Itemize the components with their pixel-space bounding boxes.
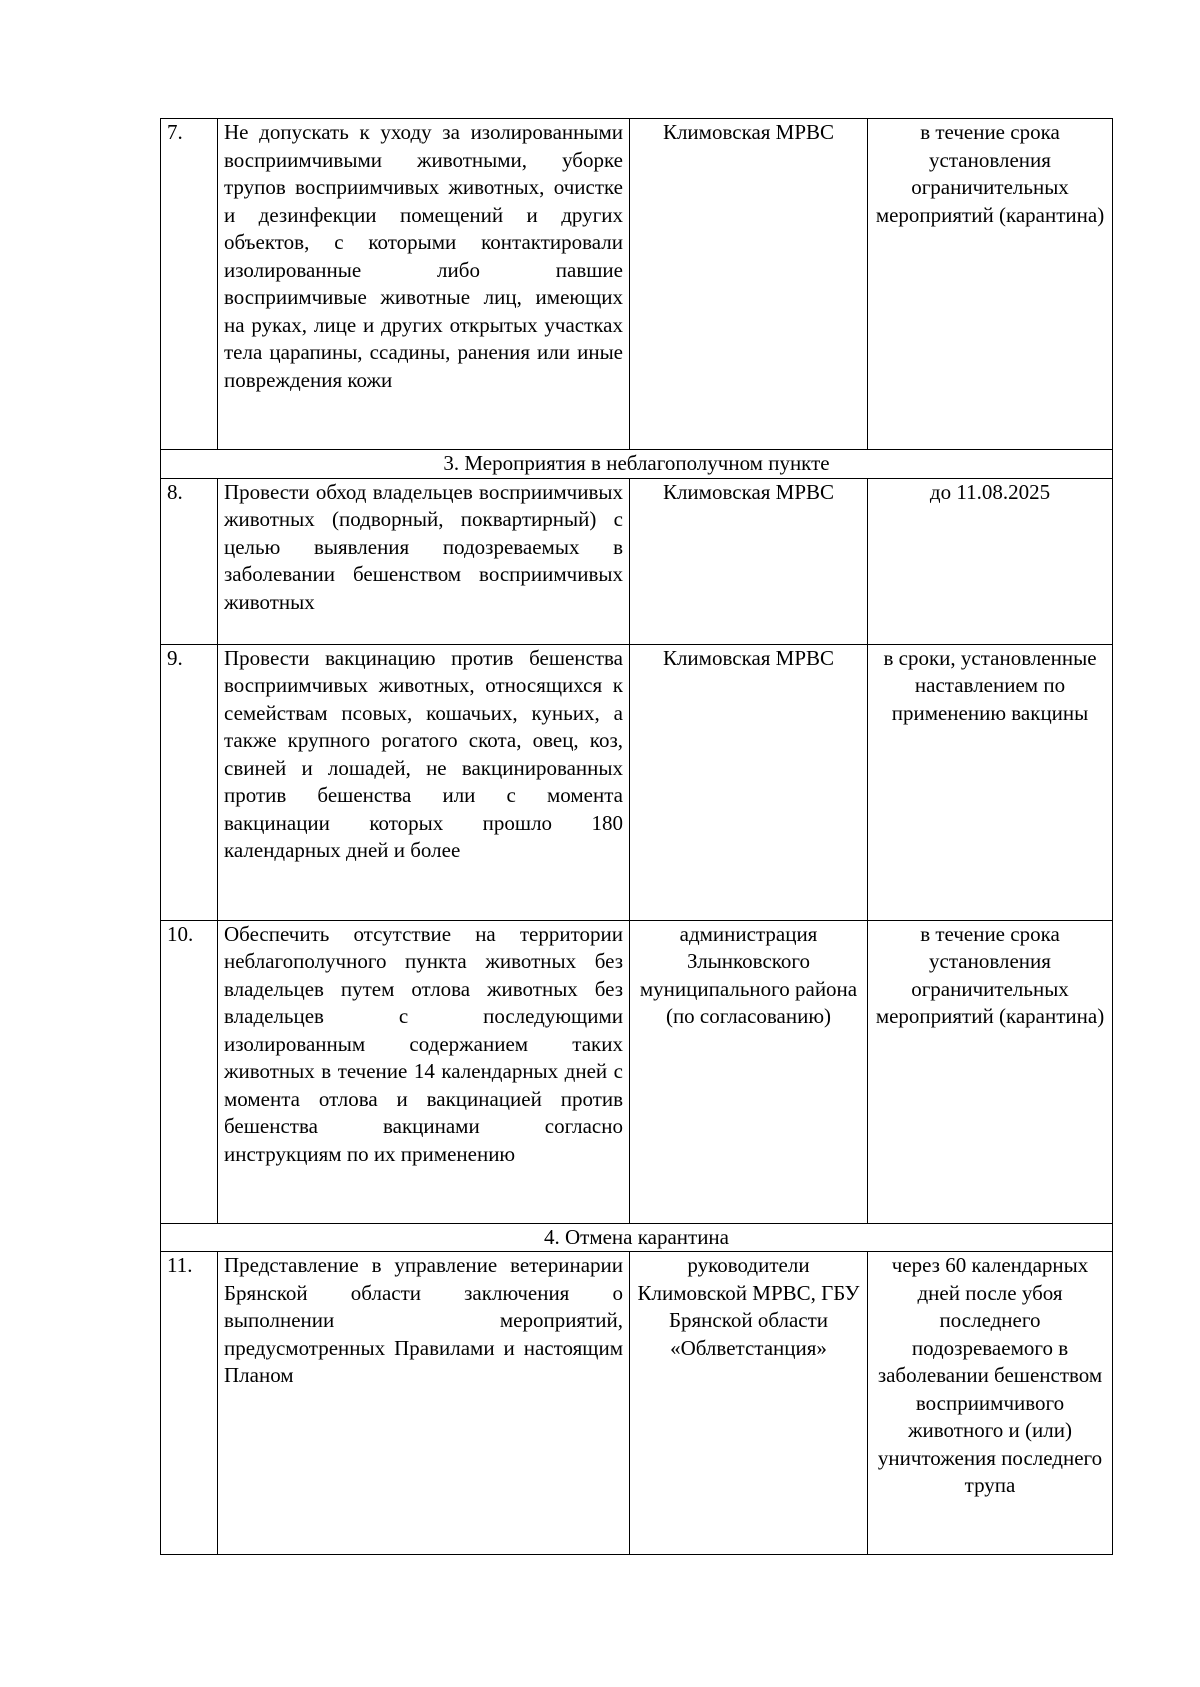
table-row bbox=[161, 644, 1113, 920]
measures-table bbox=[160, 118, 1113, 1555]
deadline: через 60 календарных дней после убоя последнего подозреваемого в заболевании бешенством восприимчивого животного и (или) уничтожения последнего трупа bbox=[868, 1252, 1113, 1555]
table-row bbox=[161, 920, 1113, 1223]
measure-description: Не допускать к уходу за изолированными восприимчивыми животными, уборке трупов восприимчивых животных, очистке и дезинфекции помещений и других объектов, с которыми контактировали изолированные либо павшие восприимчивые животные лиц, имеющих на руках, лице и других открытых участках тела царапины, ссадины, ранения или иные повреждения кожи bbox=[218, 119, 630, 450]
measure-description: Провести обход владельцев восприимчивых животных (подворный, поквартирный) с целью выявления подозреваемых в заболевании бешенством восприимчивых животных bbox=[218, 478, 630, 644]
document-page bbox=[160, 118, 1112, 1555]
deadline: в течение срока установления ограничительных мероприятий (карантина) bbox=[868, 920, 1113, 1223]
responsible-party: руководители Климовской МРВС, ГБУ Брянской области «Облветстанция» bbox=[630, 1252, 868, 1555]
responsible-party: администрация Злынковского муниципального района (по согласованию) bbox=[630, 920, 868, 1223]
measure-description: Обеспечить отсутствие на территории неблагополучного пункта животных без владельцев путем отлова животных без владельцев с последующими изолированным содержанием таких животных в течение 14 календарных дней с момента отлова и вакцинацией против бешенства вакцинами согласно инструкциям по их применению bbox=[218, 920, 630, 1223]
table-row bbox=[161, 478, 1113, 644]
section-heading: 3. Мероприятия в неблагополучном пункте bbox=[161, 450, 1113, 479]
table-row bbox=[161, 1252, 1113, 1555]
row-number: 7. bbox=[161, 119, 218, 450]
deadline: до 11.08.2025 bbox=[868, 478, 1113, 644]
row-number: 11. bbox=[161, 1252, 218, 1555]
measure-description: Провести вакцинацию против бешенства восприимчивых животных, относящихся к семействам псовых, кошачьих, куньих, а также крупного рогатого скота, овец, коз, свиней и лошадей, не вакцинированных против бешенства или с момента вакцинации которых прошло 180 календарных дней и более bbox=[218, 644, 630, 920]
section-heading: 4. Отмена карантина bbox=[161, 1223, 1113, 1252]
deadline: в течение срока установления ограничительных мероприятий (карантина) bbox=[868, 119, 1113, 450]
row-number: 8. bbox=[161, 478, 218, 644]
table-row bbox=[161, 119, 1113, 450]
responsible-party: Климовская МРВС bbox=[630, 478, 868, 644]
section-row bbox=[161, 1223, 1113, 1252]
responsible-party: Климовская МРВС bbox=[630, 644, 868, 920]
deadline: в сроки, установленные наставлением по применению вакцины bbox=[868, 644, 1113, 920]
measure-description: Представление в управление ветеринарии Брянской области заключения о выполнении мероприятий, предусмотренных Правилами и настоящим Планом bbox=[218, 1252, 630, 1555]
row-number: 9. bbox=[161, 644, 218, 920]
section-row bbox=[161, 450, 1113, 479]
responsible-party: Климовская МРВС bbox=[630, 119, 868, 450]
row-number: 10. bbox=[161, 920, 218, 1223]
